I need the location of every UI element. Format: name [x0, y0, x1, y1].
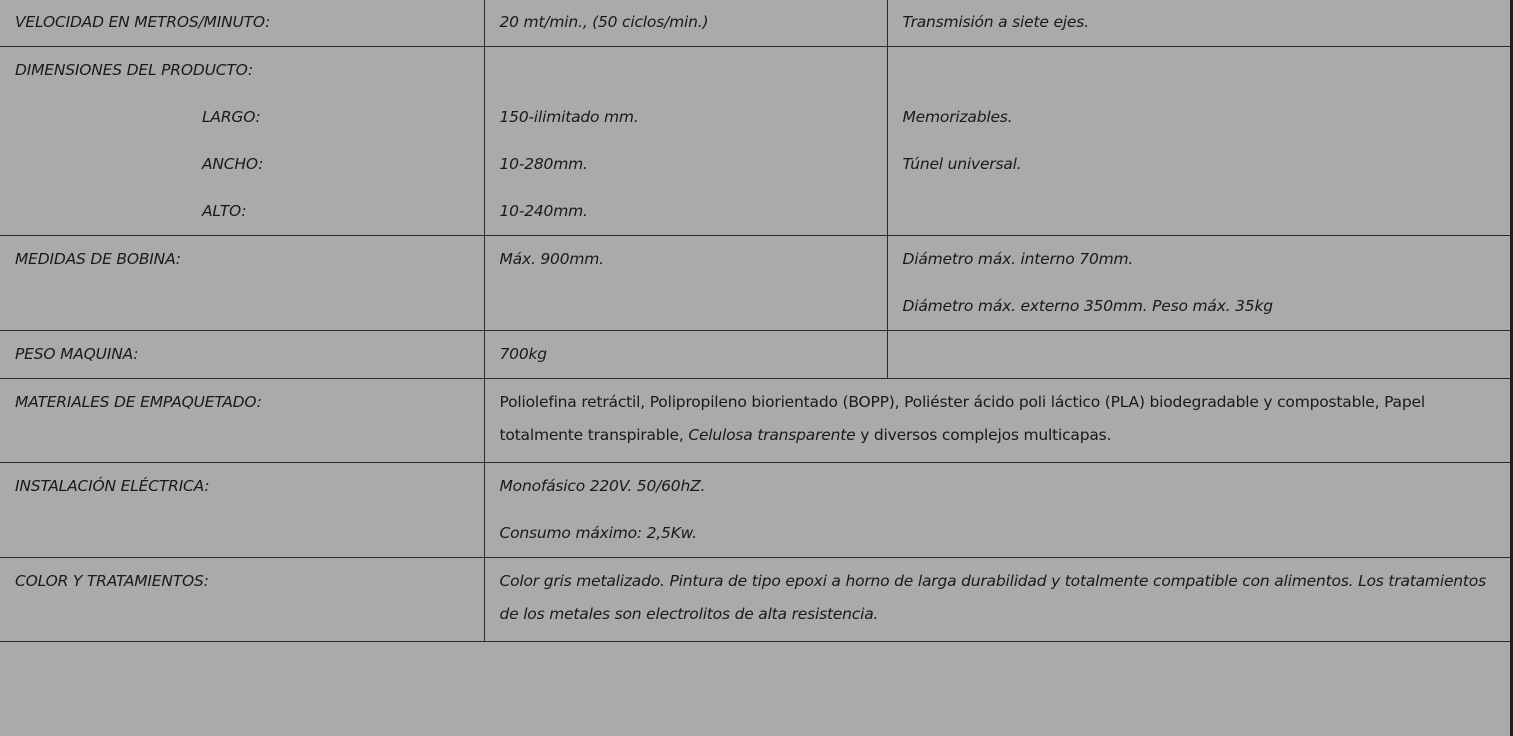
largo-label: LARGO:	[202, 108, 261, 126]
value-cell-wide	[484, 463, 1511, 558]
alto-value: 10-240mm.	[499, 202, 588, 220]
table-row-materiales	[0, 379, 1511, 463]
dimensiones-label: DIMENSIONES DEL PRODUCTO:	[15, 61, 253, 79]
largo-note: Memorizables.	[902, 108, 1013, 126]
table-row-dimensiones	[0, 47, 1511, 236]
ancho-note: Túnel universal.	[902, 155, 1022, 173]
label-cell	[0, 236, 484, 331]
ancho-value: 10-280mm.	[499, 155, 588, 173]
velocidad-value: 20 mt/min., (50 ciclos/min.)	[499, 13, 709, 31]
note-cell	[887, 236, 1511, 331]
materiales-value	[500, 379, 1496, 462]
table-row-velocidad	[0, 0, 1511, 47]
materiales-value-italic: Celulosa transparente	[688, 426, 856, 444]
bobina-label: MEDIDAS DE BOBINA:	[15, 250, 181, 268]
peso-note	[903, 331, 1496, 378]
instalacion-value-1: Monofásico 220V. 50/60hZ.	[499, 477, 706, 495]
label-cell	[0, 558, 484, 642]
materiales-label: MATERIALES DE EMPAQUETADO:	[15, 393, 262, 411]
materiales-value-part-1: Poliolefina retráctil, Polipropileno biorientado (BOPP), Poliéster ácido poli láctico (PLA) biodegradable y compostable, Papel totalmente transpirable,	[499, 393, 1425, 444]
ancho-label: ANCHO:	[202, 155, 264, 173]
peso-label: PESO MAQUINA:	[15, 345, 139, 363]
velocidad-note: Transmisión a siete ejes.	[902, 13, 1089, 31]
note-cell	[887, 47, 1511, 236]
bobina-value: Máx. 900mm.	[499, 250, 604, 268]
velocidad-label: VELOCIDAD EN METROS/MINUTO:	[15, 13, 271, 31]
bobina-note-1: Diámetro máx. interno 70mm.	[902, 250, 1134, 268]
instalacion-value-2: Consumo máximo: 2,5Kw.	[499, 524, 697, 542]
note-cell	[887, 331, 1511, 379]
label-cell	[0, 0, 484, 47]
value-cell	[484, 47, 887, 236]
bobina-note-2: Diámetro máx. externo 350mm. Peso máx. 35kg	[902, 297, 1273, 315]
label-cell	[0, 331, 484, 379]
table-row-bobina	[0, 236, 1511, 331]
value-cell-wide	[484, 379, 1511, 463]
color-value: Color gris metalizado. Pintura de tipo epoxi a horno de larga durabilidad y totalmente compatible con alimentos. Los tratamientos de los metales son electrolitos de alta resistencia.	[499, 572, 1486, 623]
value-cell	[484, 0, 887, 47]
value-cell-wide	[484, 558, 1511, 642]
largo-value: 150-ilimitado mm.	[499, 108, 639, 126]
label-cell	[0, 47, 484, 236]
instalacion-label: INSTALACIÓN ELÉCTRICA:	[15, 477, 210, 495]
value-cell	[484, 331, 887, 379]
table-row-color	[0, 558, 1511, 642]
peso-value: 700kg	[499, 345, 547, 363]
materiales-value-part-2: y diversos complejos multicapas.	[855, 426, 1112, 444]
note-cell	[887, 0, 1511, 47]
table-row-peso	[0, 331, 1511, 379]
table-row-instalacion	[0, 463, 1511, 558]
dimensiones-spacer	[500, 47, 872, 94]
alto-label: ALTO:	[202, 202, 247, 220]
label-cell	[0, 463, 484, 558]
label-cell	[0, 379, 484, 463]
color-label: COLOR Y TRATAMIENTOS:	[15, 572, 209, 590]
dimensiones-note-spacer	[903, 47, 1496, 94]
value-cell	[484, 236, 887, 331]
